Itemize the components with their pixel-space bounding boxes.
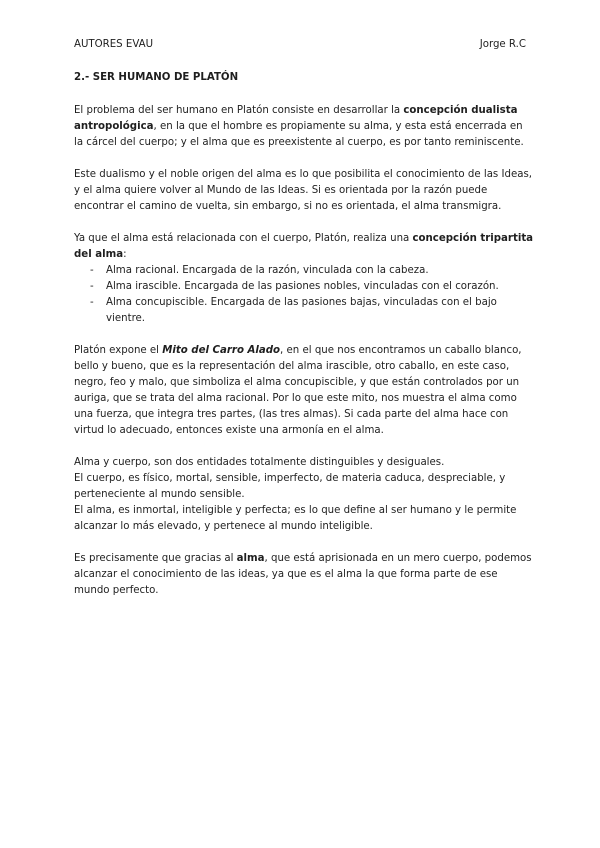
p5-line: El cuerpo, es físico, mortal, sensible, imperfecto, de materia caduca, despreciable, y perteneciente al mundo sensible. [74, 473, 506, 500]
p4-myth-title: Mito del Carro Alado [162, 345, 281, 356]
p1-bold-term: concepción dualista antropológica [74, 105, 518, 132]
p3-text-a: Ya que el alma está relacionada con el cuerpo, Platón, realiza una [74, 233, 413, 244]
p6-bold-term: alma [236, 553, 265, 564]
soul-parts-list [74, 263, 534, 327]
p5-line: El alma, es inmortal, inteligible y perfecta; es lo que define al ser humano y le permite alcanzar lo más elevado, y pertenece al mundo inteligible. [74, 505, 517, 532]
paragraph-myth [74, 343, 534, 439]
paragraph-soul-body [74, 455, 534, 535]
list-item: - Alma concupiscible. Encargada de las pasiones bajas, vinculadas con el bajo vientre. [90, 295, 534, 327]
p6-text-a: Es precisamente que gracias al [74, 553, 237, 564]
p4-text-a: Platón expone el [74, 345, 163, 356]
p3-bold-term: concepción tripartita del alma [74, 233, 534, 260]
list-item: - Alma racional. Encargada de la razón, vinculada con la cabeza. [90, 263, 534, 279]
section-title: 2.- SER HUMANO DE PLATÓN [74, 72, 239, 83]
p4-text-c: , en el que nos encontramos un caballo blanco, bello y bueno, que es la representación del alma irascible, otro caballo, en este caso, negro, feo y malo, que simboliza el alma concupiscible, y que están controlados por un auriga, que se trata del alma racional. Por lo que este mito, nos muestra el alma como una fuerza, que integra tres partes, (las tres almas). Si cada parte del alma hace con virtud lo adecuado, entonces existe una armonía en el alma. [74, 345, 522, 436]
list-item: - Alma irascible. Encargada de las pasiones nobles, vinculadas con el corazón. [90, 279, 534, 295]
header-author-label: AUTORES EVAU [74, 39, 154, 50]
p1-text-a: El problema del ser humano en Platón consiste en desarrollar la [74, 105, 404, 116]
p5-line: Alma y cuerpo, son dos entidades totalmente distinguibles y desiguales. [74, 457, 445, 468]
paragraph-dualism [74, 103, 534, 151]
paragraph-ideas: Este dualismo y el noble origen del alma es lo que posibilita el conocimiento de las Ideas, y el alma quiere volver al Mundo de las Ideas. Si es orientada por la razón puede encontrar el camino de vuelta, sin embargo, si no es orientada, el alma transmigra. [74, 169, 533, 212]
p3-text-c: : [123, 249, 127, 260]
p1-text-c: , en la que el hombre es propiamente su alma, y esta está encerrada en la cárcel del cuerpo; y el alma que es preexistente al cuerpo, es por tanto reminiscente. [74, 121, 524, 148]
paragraph-conclusion [74, 551, 534, 599]
header-name: Jorge R.C [479, 39, 526, 50]
p6-text-c: , que está aprisionada en un mero cuerpo, podemos alcanzar el conocimiento de las ideas, ya que es el alma la que forma parte de ese mundo perfecto. [74, 553, 532, 596]
paragraph-tripartite [74, 231, 534, 263]
document-body [74, 70, 534, 615]
